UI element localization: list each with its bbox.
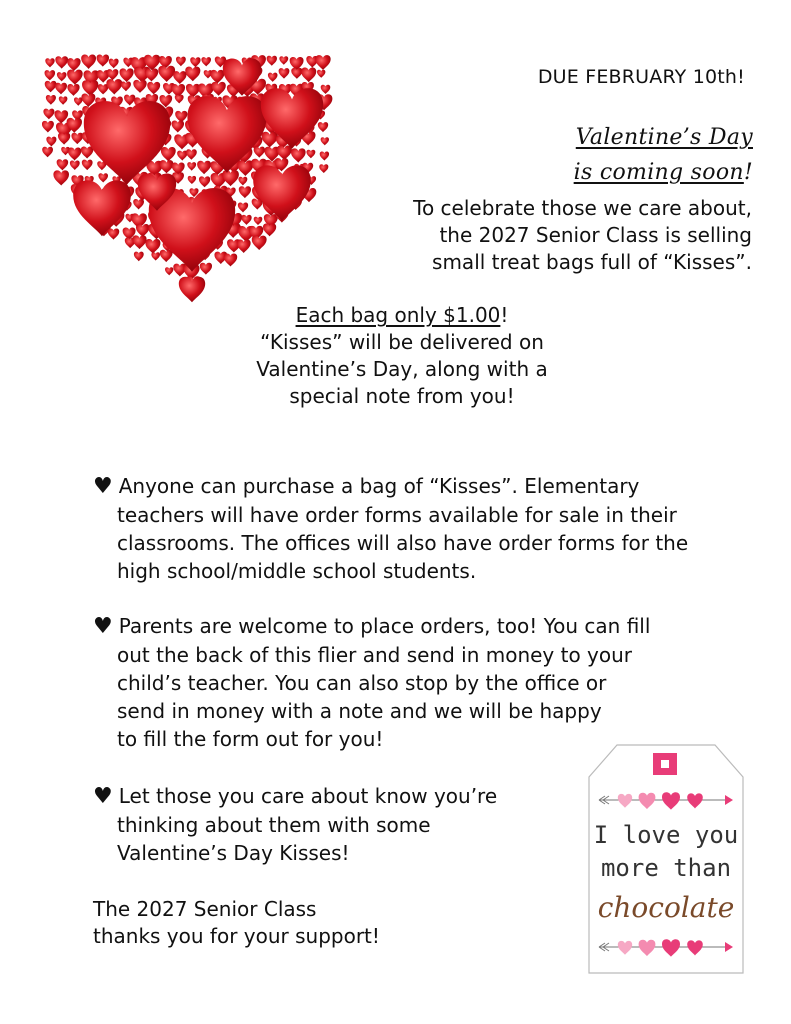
bullet-first-line: Anyone can purchase a bag of “Kisses”. Elementary <box>118 474 640 498</box>
bullet-line: teachers will have order forms available for sale in their <box>117 503 677 527</box>
heart-icon: ♥ <box>93 614 113 639</box>
headline-line-1: Valentine’s Day <box>575 125 753 150</box>
bullet-line: high school/middle school students. <box>117 559 477 583</box>
tag-line-3: chocolate <box>597 891 735 924</box>
bullet-line: send in money with a note and we will be happy <box>117 699 602 723</box>
bullet-line: classrooms. The offices will also have order forms for the <box>117 531 689 555</box>
bullet-line: to fill the form out for you! <box>117 727 384 751</box>
headline-punct: ! <box>743 160 753 185</box>
gift-tag-image <box>587 743 745 975</box>
headline-line-2-text: is coming soon <box>573 160 744 185</box>
bullet-first-line: Let those you care about know you’re <box>118 784 498 808</box>
tag-line-2: more than <box>600 854 732 882</box>
heart-icon: ♥ <box>93 474 113 499</box>
intro-line: To celebrate those we care about, <box>413 196 752 220</box>
price-line <box>222 302 582 329</box>
tag-line-1: I love you <box>593 821 739 849</box>
closing-line: thanks you for your support! <box>93 924 380 948</box>
intro-paragraph <box>332 195 752 276</box>
price-punct: ! <box>500 303 509 327</box>
closing-line: The 2027 Senior Class <box>93 897 317 921</box>
pricing-line: “Kisses” will be delivered on <box>260 330 544 354</box>
due-date: DUE FEBRUARY 10th! <box>537 66 745 88</box>
bullet-line: out the back of this flier and send in money to your <box>117 643 633 667</box>
pricing-line: special note from you! <box>289 384 515 408</box>
intro-line: small treat bags full of “Kisses”. <box>432 250 752 274</box>
price-text: Each bag only $1.00 <box>295 303 501 327</box>
bullet-item <box>93 612 758 753</box>
closing <box>93 896 380 950</box>
bullet-line: thinking about them with some <box>117 813 431 837</box>
bullet-item <box>93 782 573 867</box>
headline-line-2 <box>574 160 753 185</box>
heart-icon: ♥ <box>93 784 113 809</box>
pricing-line: Valentine’s Day, along with a <box>256 357 548 381</box>
intro-line: the 2027 Senior Class is selling <box>439 223 752 247</box>
bullet-item <box>93 472 758 585</box>
pricing-block <box>222 302 582 410</box>
bullet-first-line: Parents are welcome to place orders, too! You can fill <box>118 614 651 638</box>
bullet-line: Valentine’s Day Kisses! <box>117 841 350 865</box>
bullet-line: child’s teacher. You can also stop by the office or <box>117 671 607 695</box>
heart-collage-image <box>42 40 340 305</box>
